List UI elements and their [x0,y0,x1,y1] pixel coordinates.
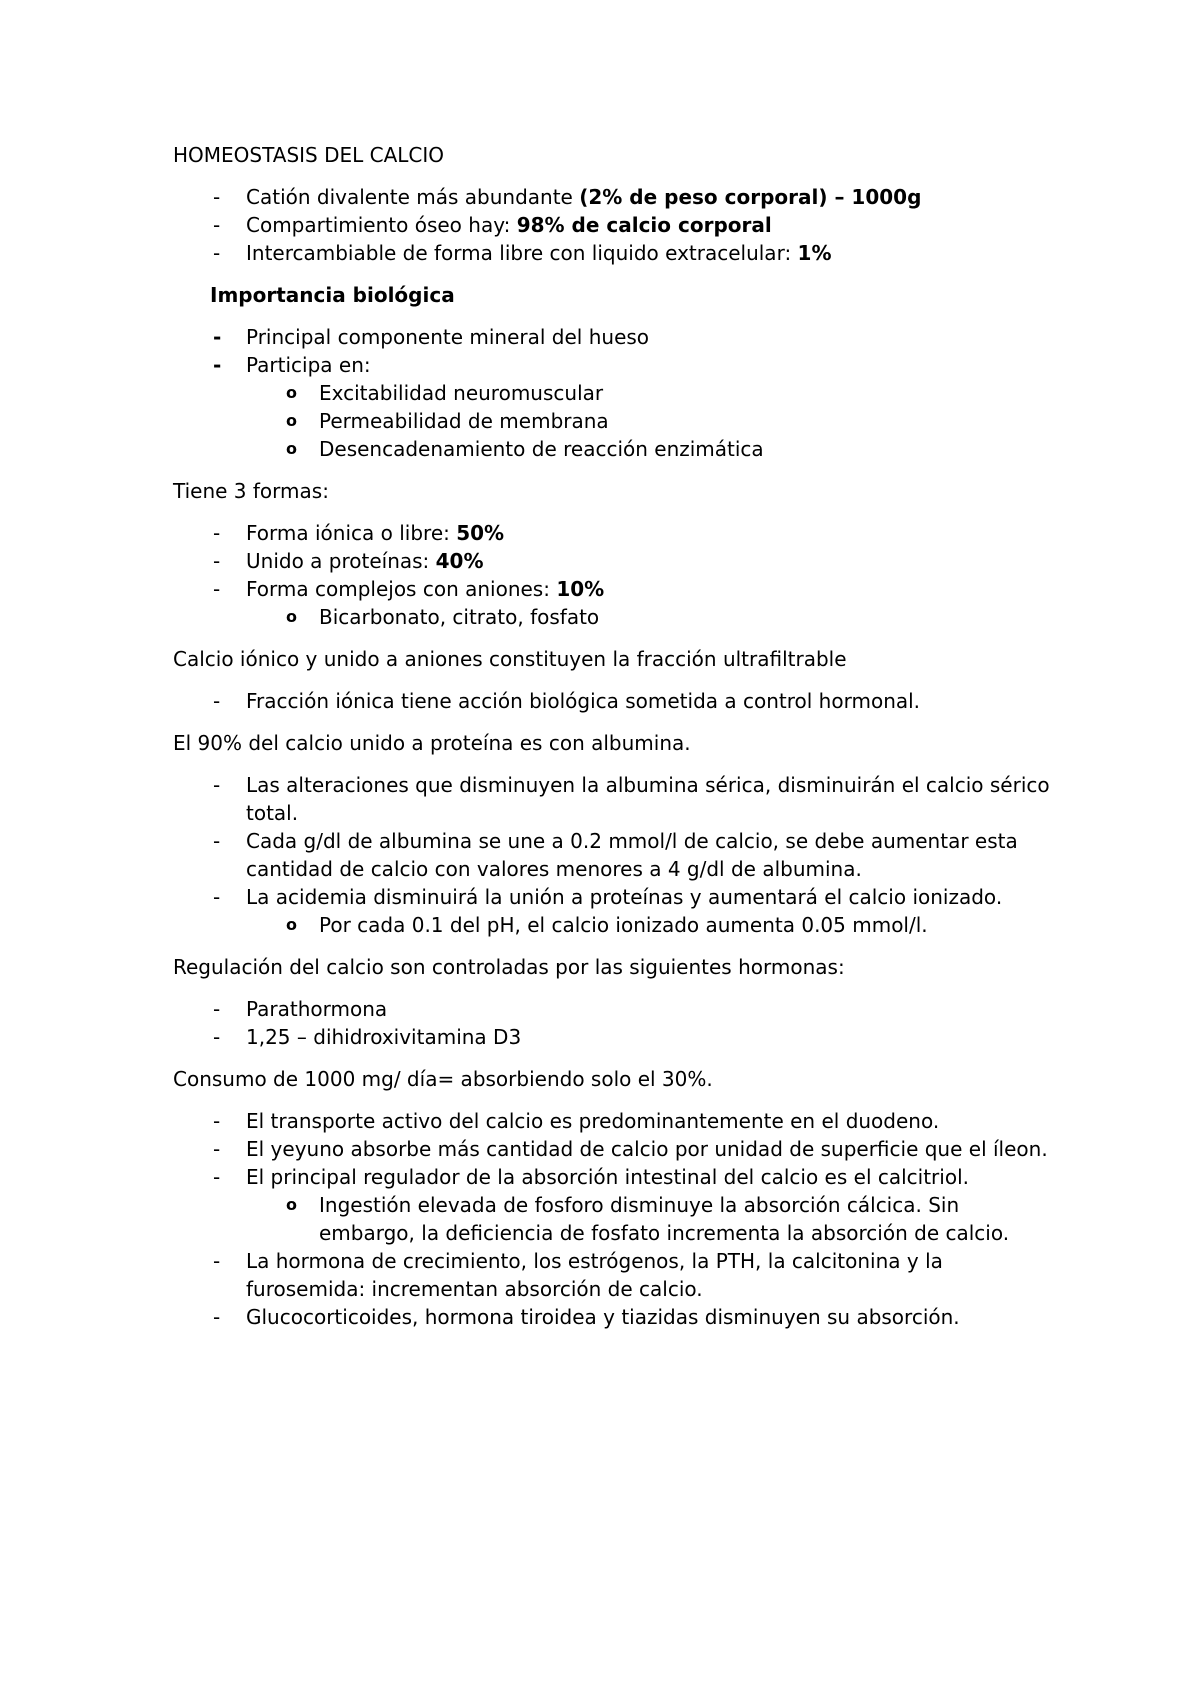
list-item: - Las alteraciones que disminuyen la albumina sérica, disminuirán el calcio sérico total. [213,773,1050,825]
sub-list-item: o Ingestión elevada de fosforo disminuye la absorción cálcica. Sin embargo, la deficiencia de fosfato incrementa la absorción de calcio. [286,1193,1010,1245]
document-title: HOMEOSTASIS DEL CALCIO [173,143,445,167]
bullet-marker: - [213,773,221,797]
bullet-marker: - [213,577,221,601]
regulacion-list [173,995,1053,1051]
bullet-marker: - [213,521,221,545]
bullet-marker: - [213,213,221,237]
emphasis: (2% de peso corporal) – 1000g [579,185,922,209]
list-item: - Cada g/dl de albumina se une a 0.2 mmol/l de calcio, se debe aumentar esta cantidad de calcio con valores menores a 4 g/dl de albumina. [213,829,1018,881]
calcium-facts-list [173,183,1053,267]
document-body [173,141,1053,1345]
paragraph: Consumo de 1000 mg/ día= absorbiendo solo el 30%. [173,1067,713,1091]
emphasis: 98% de calcio corporal [516,213,772,237]
bullet-marker: - [213,185,221,209]
bullet-marker: - [213,325,222,349]
sub-list-item: o Por cada 0.1 del pH, el calcio ionizado aumenta 0.05 mmol/l. [286,913,928,937]
sub-bullet-marker: o [286,607,297,626]
importancia-list [173,323,1053,463]
bullet-marker: - [213,829,221,853]
list-item: - La acidemia disminuirá la unión a proteínas y aumentará el calcio ionizado. o Por cada 0.1 del pH, el calcio ionizado aumenta 0.05 mmol/l. [173,883,1053,939]
list-item: - El principal regulador de la absorción intestinal del calcio es el calcitriol. o Ingestión elevada de fosforo disminuye la absorción cálcica. Sin embargo, la deficiencia de fosfato incrementa la absorción de calcio. [173,1163,1053,1247]
paragraph: Tiene 3 formas: [173,479,329,503]
list-item: - Intercambiable de forma libre con liquido extracelular: 1% [213,241,832,265]
sub-bullet-marker: o [286,915,297,934]
bullet-marker: - [213,1249,221,1273]
bullet-marker: - [213,549,221,573]
list-item: - Participa en: o Excitabilidad neuromuscular o Permeabilidad de membrana o Desencadenamiento de reacción enzimática [173,351,1053,463]
list-item: - La hormona de crecimiento, los estrógenos, la PTH, la calcitonina y la furosemida: incrementan absorción de calcio. [213,1249,943,1301]
sub-list [246,911,1053,939]
bullet-marker: - [213,1165,221,1189]
sub-list [246,379,1053,463]
albumina-list [173,771,1053,939]
bullet-marker: - [213,1305,221,1329]
consumo-list [173,1107,1053,1331]
emphasis: 10% [556,577,605,601]
list-item: - Forma iónica o libre: 50% [213,521,505,545]
list-item: - Glucocorticoides, hormona tiroidea y tiazidas disminuyen su absorción. [213,1305,960,1329]
list-item: - Parathormona [213,997,388,1021]
list-item: - Catión divalente más abundante (2% de peso corporal) – 1000g [213,185,922,209]
bullet-marker: - [213,1137,221,1161]
list-item: - Forma complejos con aniones: 10% o Bicarbonato, citrato, fosfato [173,575,1053,631]
emphasis: 40% [435,549,484,573]
sub-list [246,603,1053,631]
bullet-marker: - [213,885,221,909]
list-item: - Unido a proteínas: 40% [213,549,484,573]
paragraph: Regulación del calcio son controladas por las siguientes hormonas: [173,955,845,979]
bullet-marker: - [213,689,221,713]
sub-bullet-marker: o [286,439,297,458]
ultrafiltrable-list [173,687,1053,715]
sub-list-item: o Bicarbonato, citrato, fosfato [286,605,600,629]
sub-bullet-marker: o [286,383,297,402]
sub-bullet-marker: o [286,1195,297,1214]
bullet-marker: - [213,1025,221,1049]
paragraph: Calcio iónico y unido a aniones constituyen la fracción ultrafiltrable [173,647,847,671]
sub-list-item: o Desencadenamiento de reacción enzimática [286,437,764,461]
bullet-marker: - [213,241,221,265]
formas-list [173,519,1053,631]
paragraph: El 90% del calcio unido a proteína es con albumina. [173,731,691,755]
emphasis: 1% [797,241,832,265]
sub-bullet-marker: o [286,411,297,430]
list-item: - El yeyuno absorbe más cantidad de calcio por unidad de superficie que el íleon. [213,1137,1048,1161]
list-item: - Compartimiento óseo hay: 98% de calcio corporal [213,213,772,237]
list-item: - Fracción iónica tiene acción biológica sometida a control hormonal. [213,689,921,713]
sub-list [246,1191,1053,1247]
bullet-marker: - [213,997,221,1021]
list-item: - 1,25 – dihidroxivitamina D3 [213,1025,522,1049]
section-heading: Importancia biológica [210,283,455,307]
sub-list-item: o Excitabilidad neuromuscular [286,381,604,405]
bullet-marker: - [213,1109,221,1133]
list-item: - El transporte activo del calcio es predominantemente en el duodeno. [213,1109,940,1133]
bullet-marker: - [213,353,222,377]
list-item: - Principal componente mineral del hueso [213,325,650,349]
emphasis: 50% [456,521,505,545]
sub-list-item: o Permeabilidad de membrana [286,409,609,433]
